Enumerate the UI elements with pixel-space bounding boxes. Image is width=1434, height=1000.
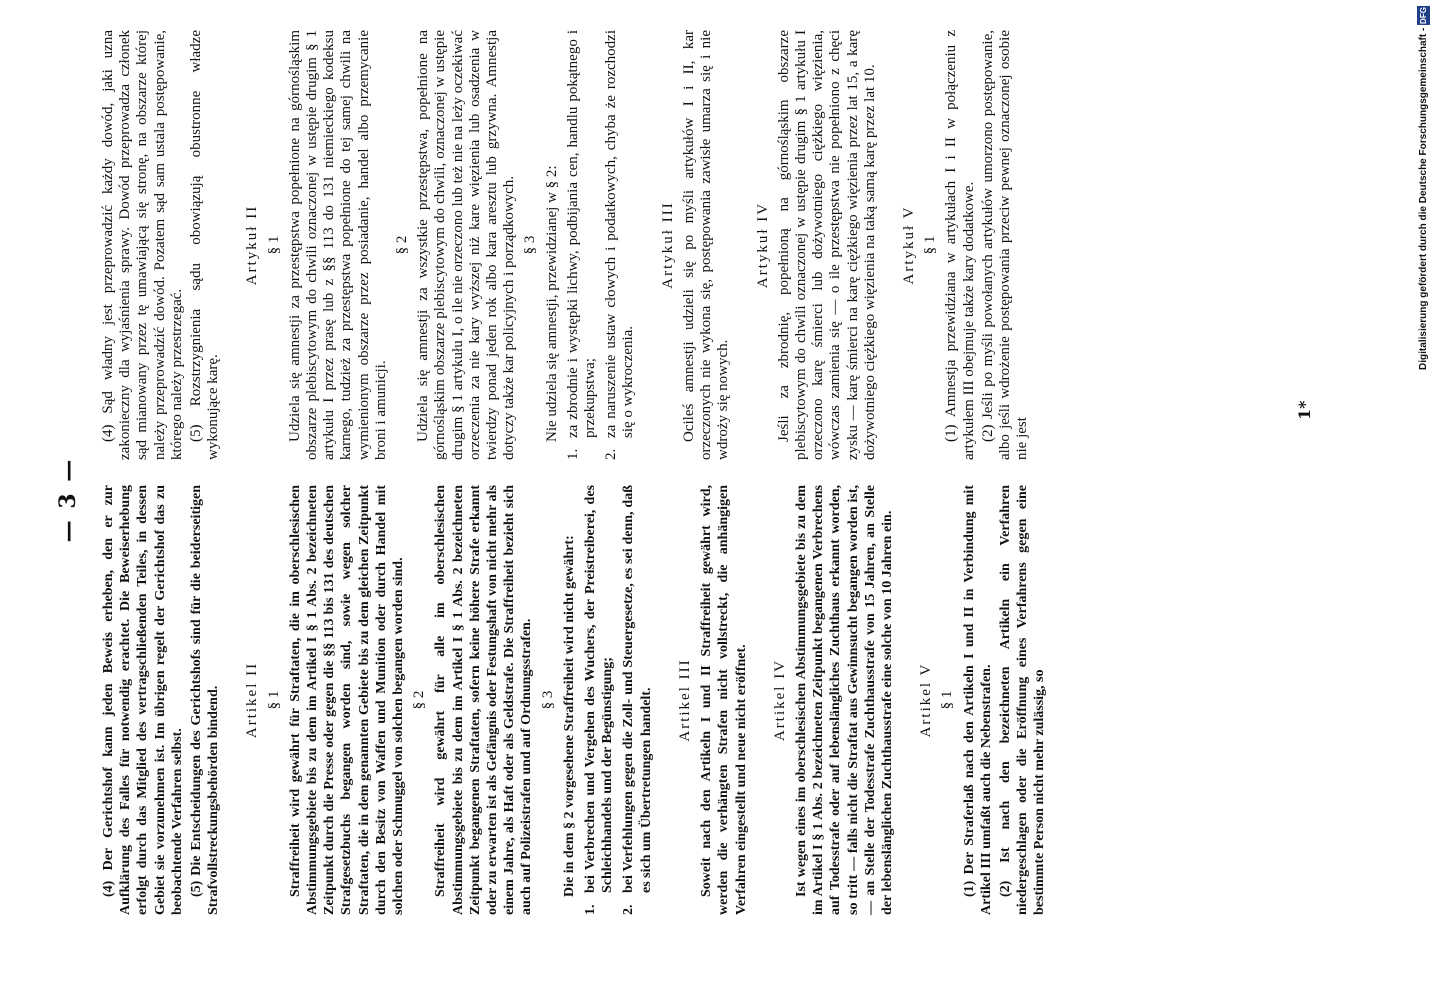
section-heading: § 1 xyxy=(265,235,282,255)
german-column xyxy=(100,485,1051,915)
credit-text: Digitalisierung gefördert durch die Deutsche Forschungsgemeinschaft - xyxy=(1418,27,1429,370)
article-heading: Artykuł II xyxy=(244,204,261,286)
paragraph: (4) Der Gerichtshof kann jeden Beweis erheben, den er zur Aufklärung des Falles für notwendig erachtet. Die Beweiserhebung erfolgt durch das Mitglied des vertragschließenden Teiles, in dessen Gebiet sie vorzunehmen ist. Im übrigen regelt der Gerichtshof das zu beobachtende Verfahren selbst. xyxy=(101,485,185,915)
paragraph: Jeśli za zbrodnię, popełnioną na górnośląskim obszarze plebiscytowym do chwili oznaczonej w ustępie drugim § 1 artykułu I orzeczono karę śmierci lub dożywotniego ciężkiego więzienia, wówczas zamienia się — o ile przestępstwa nie popełniono z chęci zysku — karę śmierci na karę ciężkiego więzienia przez lat 15, a karę dożywotniego ciężkiego więzienia na taką samą karę przez lat 10. xyxy=(775,30,878,460)
paragraph: Ocileś amnestji udzieli się po myśli artykułów I i II, kar orzeczonych nie wykona się, postępowania zawisłe umarza się i nie wdroży się nowych. xyxy=(680,30,732,460)
paragraph: Straffreiheit wird gewährt für alle im oberschlesischen Abstimmungsgebiete bis zu dem im Artikel I § 1 Abs. 2 bezeichneten Zeitpunkt begangenen Straftaten, sofern keine höhere Strafe erkannt oder zu erwarten ist als Gefängnis oder Festungshaft von nicht mehr als einem Jahre, als Haft oder als Geldstrafe. Die Straffreiheit bezieht sich auch auf Polizeistrafen und auf Ordnungsstrafen. xyxy=(433,485,535,915)
paragraph: Nie udziela się amnestji, przewidzianej w § 2: xyxy=(543,165,560,442)
page-number: — 3 — xyxy=(55,457,81,543)
section-heading: § 3 xyxy=(539,690,556,710)
article-heading: Artykuł V xyxy=(900,205,917,285)
section-heading: § 1 xyxy=(922,235,939,255)
list-item: 1. za zbrodnie i występki lichwy, podbijania cen, handlu pokątnego i przekupstwa; xyxy=(564,30,599,460)
polish-column xyxy=(100,30,1033,460)
article-heading: Artikel II xyxy=(244,661,261,739)
paragraph: (1) Amnestja przewidziana w artykułach I i II w połączeniu z artykułem III obejmuje także kary dodatkowe. xyxy=(943,30,977,460)
article-heading: Artykuł III xyxy=(659,201,676,289)
paragraph: (4) Sąd władny jest przeprowadzić każdy dowód, jaki uzna zakonieczny dla wyjaśnienia sprawy. Dowód przeprowadza członek sąd mianowany przez tę umawiającą się stronę, na obszarze której należy przeprowadzić dowód. Pozatem sąd sam ustala postępowanie, którego należy przestrzegać. xyxy=(100,30,185,460)
section-heading: § 3 xyxy=(522,235,539,255)
paragraph: (1) Der Straferlaß nach den Artikeln I und II in Verbindung mit Artikel III umfaßt auch die Nebenstrafen. xyxy=(961,485,994,915)
list-item: 1. bei Verbrechen und Vergehen des Wuchers, der Preistreiberei, des Schleichhandels und der Begünstigung; xyxy=(583,485,616,915)
paragraph: (5) Rozstrzygnienia sądu obowiązują obustronne władze wykonujące karę. xyxy=(188,30,222,460)
paragraph: Ist wegen eines im oberschlesischen Abstimmungsgebiete bis zu dem im Artikel I § 1 Abs. 2 bezeichneten Zeitpunkt begangenen Verbrechens auf Todesstrafe oder auf lebenslängliches Zuchthaus erkannt worden, so tritt — falls nicht die Straftat aus Gewinnsucht begangen worden ist, — an Stelle der Todesstrafe Zuchthausstrafe von 15 Jahren, an Stelle der lebenslänglichen Zuchthausstrafe eine solche von 10 Jahren ein. xyxy=(793,485,895,915)
section-heading: § 2 xyxy=(411,690,428,710)
article-heading: Artikel IV xyxy=(771,658,788,742)
paragraph: Soweit nach den Artikeln I und II Straffreiheit gewährt wird, werden die verhängten Strafen nicht vollstreckt, die anhängigen Verfahren eingestellt und neue nicht eröffnet. xyxy=(699,485,749,915)
digitization-credit xyxy=(1408,6,1430,386)
article-heading: Artikel III xyxy=(676,658,693,742)
article-heading: Artykuł IV xyxy=(754,201,771,289)
section-heading: § 1 xyxy=(939,690,956,710)
dfg-logo: DFG xyxy=(1419,7,1428,24)
article-heading: Artikel V xyxy=(918,662,935,738)
paragraph: (5) Die Entscheidungen des Gerichtshofs sind für die beiderseitigen Strafvollstreckungsbehörden bindend. xyxy=(189,485,222,915)
paragraph: (2) Ist nach den bezeichneten Artikeln ein Verfahren niedergeschlagen oder die Eröffnung eines Verfahrens gegen eine bestimmte Person nicht mehr zulässig, so xyxy=(997,485,1048,915)
paragraph: Udziela się amnestji za wszystkie przestępstwa, popełnione na górnośląskim obszarze plebiscytowym do chwili, oznaczonej w ustępie drugim § 1 artykułu I, o ile nie orzeczono lub też nie na leży oczekiwać orzeczenia za nie kary wyższej niż kare więzienia lub osadzenia w twierdzy ponad jeden rok albo kara aresztu lub grzywna. Amnestja dotyczy także kar policyjnych i porządkowych. xyxy=(415,30,518,460)
section-heading: § 2 xyxy=(394,235,411,255)
paragraph: Die in dem § 2 vorgesehene Straffreiheit wird nicht gewährt: xyxy=(561,535,577,897)
paragraph: Udziela się amnestji za przestępstwa popełnione na górnośląskim obszarze plebiscytowym do chwili oznaczonej w ustępie drugim § 1 artykułu I przez prasę lub z §§ 113 do 131 niemieckiego kodeksu karnego, tudzież za przestępstwa popełnione do tej samej chwili na wymienionym obszarze przez posiadanie, handel albo przemycanie broni i amunicji. xyxy=(286,30,389,460)
list-item: 2. za naruszenie ustaw cłowych i podatkowych, chyba że rozchodzi się o wykroczenia. xyxy=(603,30,637,460)
section-heading: § 1 xyxy=(265,690,282,710)
paragraph: (2) Jeśli po myśli powołanych artykułów umorzono postępowanie, albo jeśli wdrożenie postępowania przeciw pewnej oznaczonej osobie nie jest xyxy=(979,30,1031,460)
paragraph: Straffreiheit wird gewährt für Straftaten, die im oberschlesischen Abstimmungsgebiete bis zu dem im Artikel I § 1 Abs. 2 bezeichneten Zeitpunkt durch die Presse oder gegen die §§ 113 bis 131 des deutschen Strafgesetzbuchs begangen worden sind, sowie wegen solcher Straftaten, die in dem genannten Gebiete bis zu dem gleichen Zeitpunkt durch den Besitz von Waffen und Munition oder durch Handel mit solchen oder Schmuggel von solchen begangen worden sind. xyxy=(287,485,407,915)
list-item: 2. bei Verfehlungen gegen die Zoll- und Steuergesetze, es sei denn, daß es sich um Übertretungen handelt. xyxy=(621,485,654,915)
signature-mark: 1* xyxy=(1295,400,1314,420)
